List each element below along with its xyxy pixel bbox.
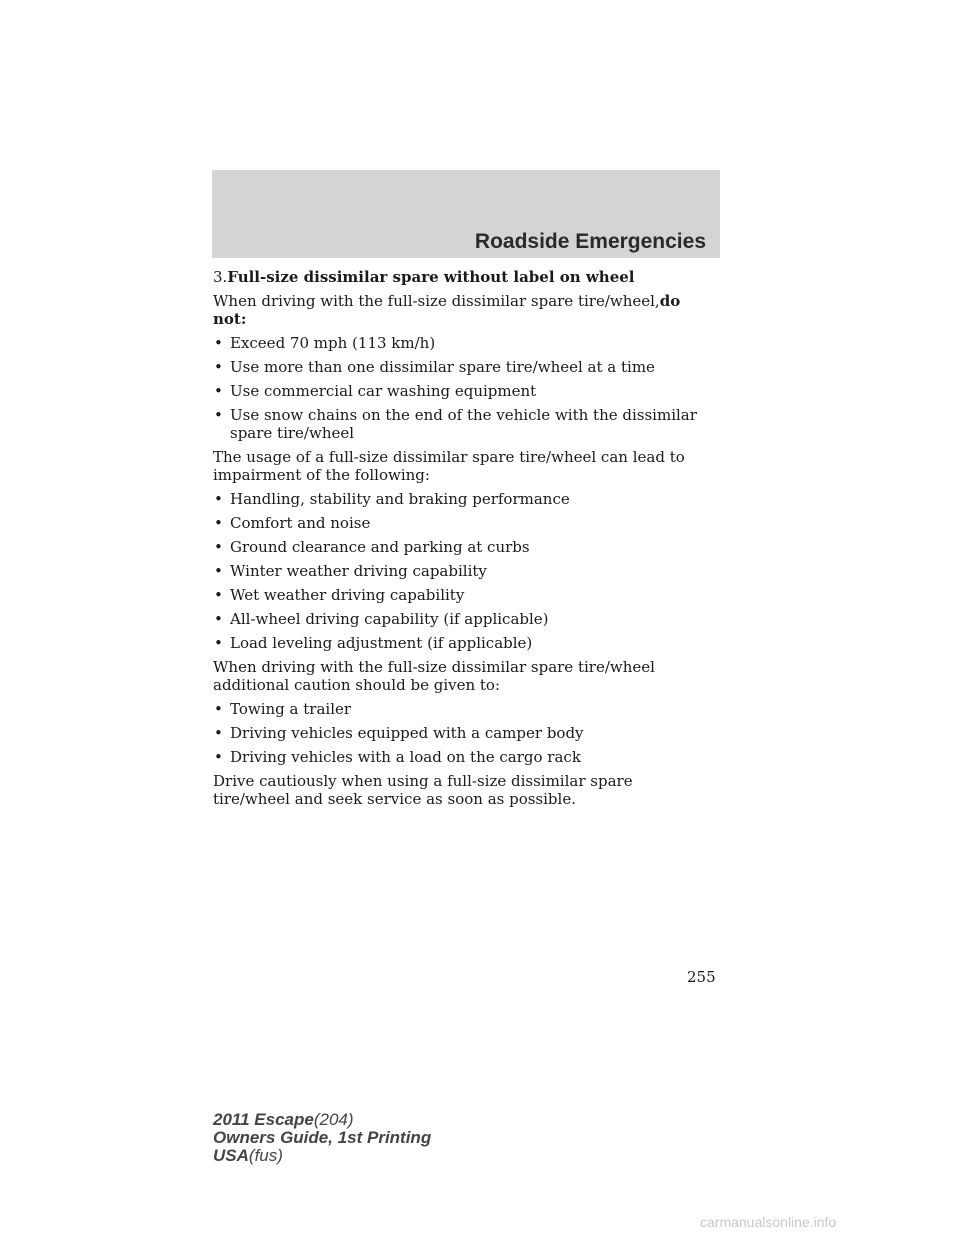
section-title: Roadside Emergencies xyxy=(474,230,706,253)
bullet-icon: • xyxy=(214,358,223,376)
intro-text: When driving with the full-size dissimilar spare tire/wheel, xyxy=(213,292,660,310)
bullet-icon: • xyxy=(214,562,223,580)
list-item: • Driving vehicles equipped with a camper body xyxy=(214,724,584,742)
list-item: • Ground clearance and parking at curbs xyxy=(214,538,530,556)
subsection-heading xyxy=(213,268,713,286)
intro-emphasis: do not: xyxy=(213,292,681,328)
do-not-list xyxy=(213,334,713,442)
list-item: • Handling, stability and braking performance xyxy=(214,490,570,508)
list-item: • Comfort and noise xyxy=(214,514,371,532)
bullet-icon: • xyxy=(214,610,223,628)
heading-number: 3. xyxy=(213,268,228,286)
list-item: • All-wheel driving capability (if applicable) xyxy=(214,610,549,628)
footer-line-3: USA(fus) xyxy=(213,1146,283,1165)
list-item: • Use more than one dissimilar spare tire/wheel at a time xyxy=(214,358,655,376)
list-item: • Load leveling adjustment (if applicable) xyxy=(214,634,533,652)
caution-list xyxy=(213,700,713,766)
print-footer xyxy=(213,1111,431,1165)
intro-paragraph xyxy=(213,292,713,328)
footer-line-1: 2011 Escape(204) xyxy=(213,1110,354,1129)
heading-text: Full-size dissimilar spare without label on wheel xyxy=(227,268,635,286)
bullet-icon: • xyxy=(214,334,223,352)
footer-line-2: Owners Guide, 1st Printing xyxy=(213,1128,432,1147)
bullet-icon: • xyxy=(214,514,223,532)
bullet-icon: • xyxy=(214,538,223,556)
page-content xyxy=(213,268,713,814)
list-item: • Winter weather driving capability xyxy=(214,562,487,580)
list-item: • Exceed 70 mph (113 km/h) xyxy=(214,334,436,352)
impairment-list xyxy=(213,490,713,652)
impairment-intro: The usage of a full-size dissimilar spare tire/wheel can lead to impairment of the following: xyxy=(213,448,685,484)
list-item: • Use snow chains on the end of the vehicle with the dissimilar spare tire/wheel xyxy=(214,406,697,442)
bullet-icon: • xyxy=(214,490,223,508)
bullet-icon: • xyxy=(214,748,223,766)
list-item: • Driving vehicles with a load on the cargo rack xyxy=(214,748,581,766)
bullet-icon: • xyxy=(214,406,223,424)
bullet-icon: • xyxy=(214,634,223,652)
page-number: 255 xyxy=(687,968,716,986)
section-header-band xyxy=(212,170,720,258)
list-item: • Wet weather driving capability xyxy=(214,586,465,604)
list-item: • Towing a trailer xyxy=(214,700,352,718)
list-item: • Use commercial car washing equipment xyxy=(214,382,537,400)
bullet-icon: • xyxy=(214,700,223,718)
bullet-icon: • xyxy=(214,724,223,742)
bullet-icon: • xyxy=(214,382,223,400)
watermark: carmanualsonline.info xyxy=(700,1214,837,1230)
bullet-icon: • xyxy=(214,586,223,604)
caution-intro: When driving with the full-size dissimilar spare tire/wheel additional caution should be given to: xyxy=(213,658,655,694)
closing-paragraph: Drive cautiously when using a full-size dissimilar spare tire/wheel and seek service as soon as possible. xyxy=(213,772,633,808)
